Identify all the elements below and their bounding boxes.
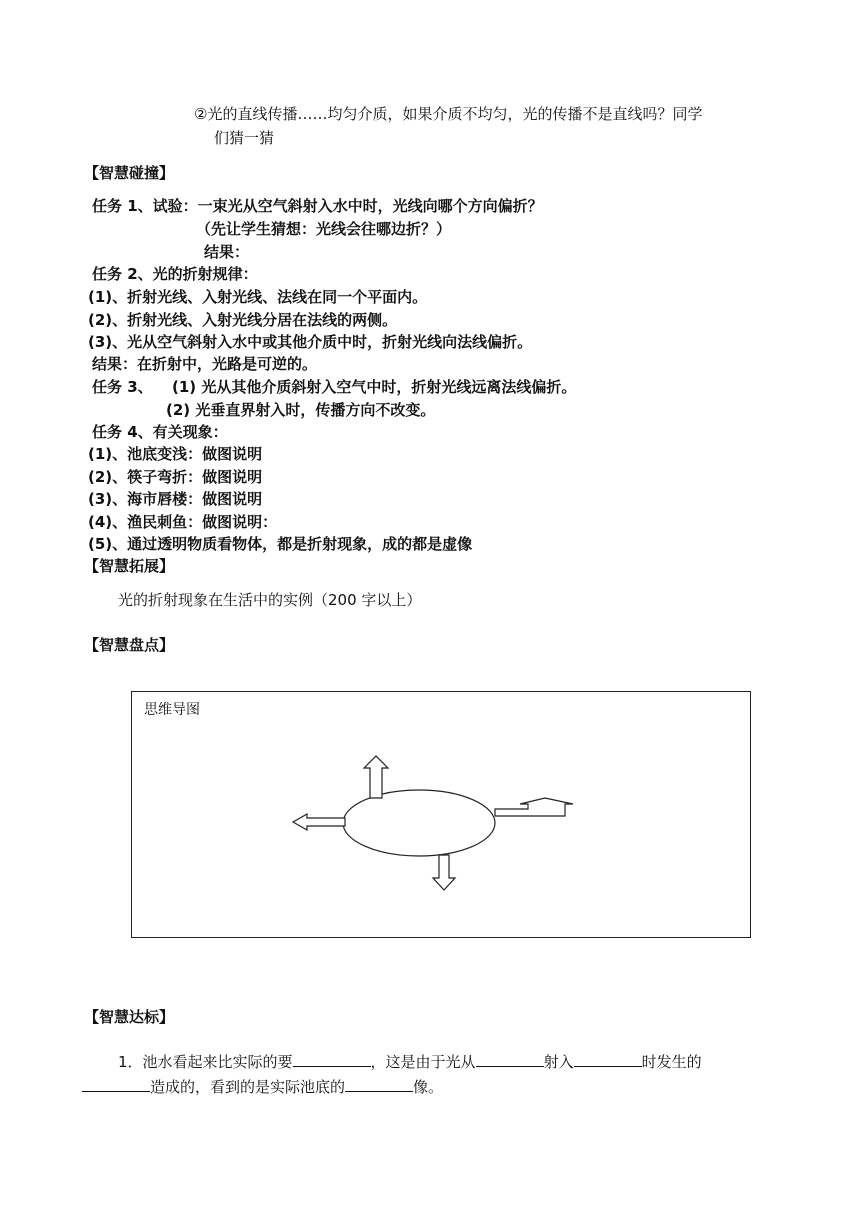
section-heading-expand: 【智慧拓展】 <box>84 557 175 575</box>
section-heading-target: 【智慧达标】 <box>84 1008 175 1026</box>
exercise-text-4: 时发生的 <box>641 1053 702 1071</box>
mindmap-label: 思维导图 <box>144 702 200 718</box>
task4-item-2: (2)、筷子弯折：做图说明 <box>88 468 263 486</box>
exercise-line-2 <box>82 1076 443 1097</box>
task1-guess: （先让学生猜想：光线会往哪边折？） <box>196 220 452 238</box>
exercise-text-6: 像。 <box>413 1078 444 1096</box>
answer-blank-4[interactable] <box>82 1076 150 1092</box>
task2-result: 结果：在折射中，光路是可逆的。 <box>92 355 318 373</box>
exercise-text-5: 造成的，看到的是实际池底的 <box>150 1078 346 1096</box>
intro-line-1: ②光的直线传播……均匀介质，如果介质不均匀，光的传播不是直线吗？同学 <box>194 105 703 123</box>
section-heading-review: 【智慧盘点】 <box>84 636 175 654</box>
task2-item-1: (1)、折射光线、入射光线、法线在同一个平面内。 <box>88 288 428 306</box>
task4-item-4: (4)、渔民刺鱼：做图说明： <box>88 513 278 531</box>
answer-blank-3[interactable] <box>574 1051 642 1067</box>
task4-item-5: (5)、通过透明物质看物体，都是折射现象，成的都是虚像 <box>88 535 473 553</box>
task1-title: 任务 1、试验：一束光从空气斜射入水中时，光线向哪个方向偏折？ <box>92 197 543 215</box>
task2-item-3: (3)、光从空气斜射入水中或其他介质中时，折射光线向法线偏折。 <box>88 333 533 351</box>
task3-title: 任务 3、 <box>92 378 153 396</box>
exercise-line-1 <box>118 1051 702 1072</box>
task4-item-3: (3)、海市唇楼：做图说明 <box>88 490 263 508</box>
mindmap-center-ellipse <box>343 790 495 856</box>
task2-item-2: (2)、折射光线、入射光线分居在法线的两侧。 <box>88 311 398 329</box>
mindmap-up-arrow-icon <box>364 756 388 798</box>
mindmap-left-arrow-icon <box>293 814 345 830</box>
mindmap-down-arrow-icon <box>433 855 455 890</box>
task4-item-1: (1)、池底变浅：做图说明 <box>88 445 263 463</box>
intro-line-2: 们猜一猜 <box>214 129 275 147</box>
exercise-text-3: 射入 <box>543 1053 574 1071</box>
exercise-text-2: ，这是由于光从 <box>370 1053 476 1071</box>
answer-blank-5[interactable] <box>345 1076 413 1092</box>
expand-prompt: 光的折射现象在生活中的实例（200 字以上） <box>118 591 422 609</box>
mindmap-right-bent-arrow-icon <box>495 798 573 816</box>
task3-item-2: (2) 光垂直界射入时，传播方向不改变。 <box>166 401 436 419</box>
task2-title: 任务 2、光的折射规律： <box>92 265 258 283</box>
task3-item-1: (1) 光从其他介质斜射入空气中时，折射光线远离法线偏折。 <box>172 378 577 396</box>
exercise-text-1: 1．池水看起来比实际的要 <box>118 1053 293 1071</box>
answer-blank-2[interactable] <box>476 1051 544 1067</box>
task1-result: 结果： <box>204 243 250 261</box>
answer-blank-1[interactable] <box>293 1051 371 1067</box>
task4-title: 任务 4、有关现象： <box>92 423 228 441</box>
section-heading-collide: 【智慧碰撞】 <box>84 164 175 182</box>
